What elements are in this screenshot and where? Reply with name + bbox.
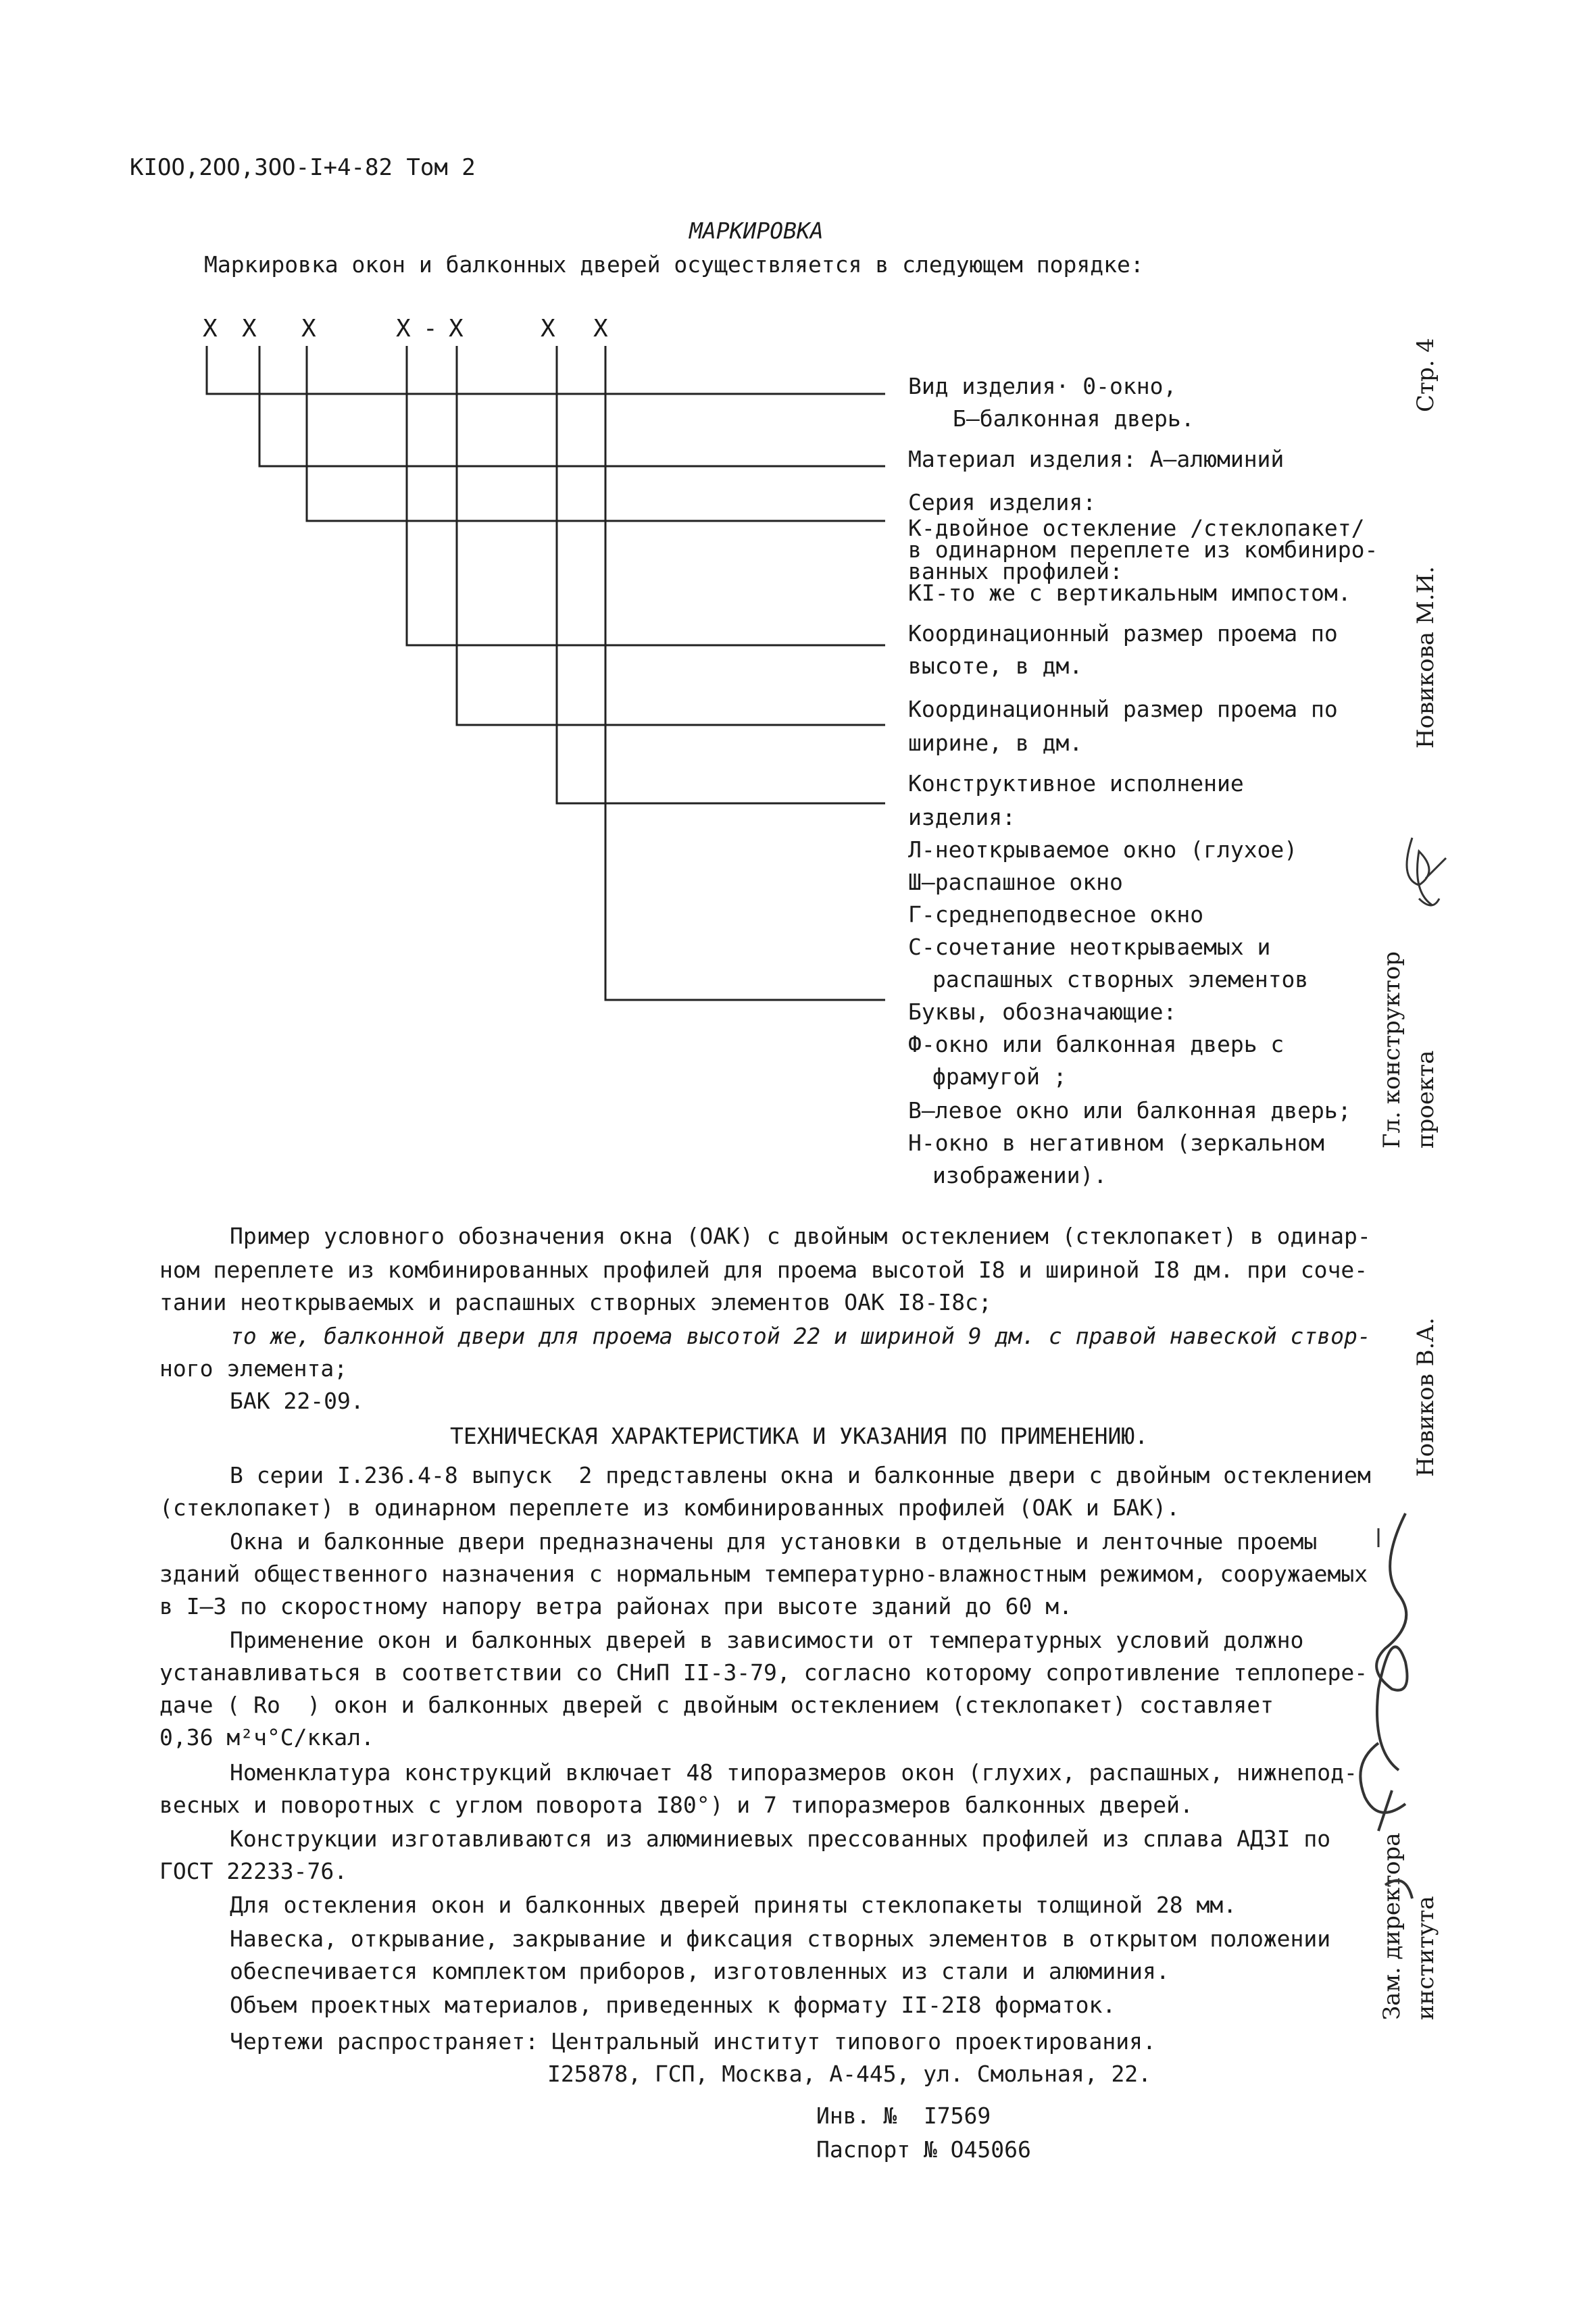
tech-line: Для остекления окон и балконных дверей приняты стеклопакеты толщиной 28 мм. — [230, 1892, 1237, 1918]
tech-line: Конструкции изготавливаются из алюминиевых прессованных профилей из сплава АДЗI по — [230, 1826, 1331, 1852]
marking-line: С-сочетание неоткрываемых и — [908, 934, 1271, 960]
marking-line: Серия изделия: — [908, 489, 1097, 515]
example-line: то же, балконной двери для проема высотой 22 и шириной 9 дм. с правой навеской створ- — [230, 1323, 1371, 1349]
code-dash: - — [423, 315, 438, 343]
role-label: Зам. директора — [1378, 1832, 1405, 2020]
marking-line: фрамугой ; — [932, 1063, 1067, 1090]
marking-line: Координационный размер проема по — [908, 620, 1338, 647]
code-char: Х — [541, 315, 555, 343]
marking-line: Материал изделия: А–алюминий — [908, 446, 1285, 472]
role-label: института — [1412, 1896, 1439, 2020]
document-code: КIОО,2ОО,3ОО-I+4-82 Том 2 — [130, 154, 476, 181]
author-name: Новикова М.И. — [1412, 566, 1439, 749]
example-line: ном переплете из комбинированных профилей для проема высотой I8 и шириной I8 дм. при сочe- — [159, 1257, 1368, 1283]
tech-line: Объем проектных материалов, приведенных к формату II-2I8 форматок. — [230, 1992, 1116, 2018]
marking-line: в одинарном переплете из комбиниро- — [908, 536, 1378, 563]
marking-line: Конструктивное исполнение — [908, 770, 1244, 797]
example-line: ного элемента; — [159, 1355, 348, 1382]
marking-line: Н-окно в негативном (зеркальном — [908, 1130, 1324, 1156]
marking-line: Л-неоткрываемое окно (глухое) — [908, 836, 1298, 863]
marking-line: Б–балконная дверь. — [953, 405, 1195, 432]
marking-line: Г-среднеподвесное окно — [908, 901, 1204, 928]
inventory-number: Инв. № I7569 — [816, 2103, 991, 2129]
tech-line: устанавливаться в соответствии со СНиП II-3-79, согласно которому сопротивление теплопере- — [159, 1659, 1368, 1686]
tech-line: обеспечивается комплектом приборов, изготовленных из стали и алюминия. — [230, 1958, 1170, 1984]
tech-line: Окна и балконные двери предназначены для установки в отдельные и ленточные проемы — [230, 1528, 1318, 1555]
marking-line: ширине, в дм. — [908, 730, 1083, 756]
signature — [1407, 838, 1446, 905]
author-name: Новиков В.А. — [1412, 1317, 1439, 1477]
role-label: проекта — [1412, 1050, 1439, 1149]
marking-line: Ш–распашное окно — [908, 869, 1123, 895]
marking-line: Координационный размер проема по — [908, 696, 1338, 722]
role-label: Гл. конструктор — [1378, 951, 1405, 1149]
marking-line: Буквы, обозначающие: — [908, 999, 1177, 1025]
marking-line: КI-то же с вертикальным импостом. — [908, 580, 1351, 606]
code-char: Х — [301, 315, 316, 343]
marking-line: В–левое окно или балконная дверь; — [908, 1097, 1351, 1124]
tech-line: ГОСТ 22233-76. — [159, 1858, 348, 1884]
tech-line: Номенклатура конструкций включает 48 типоразмеров окон (глухих, распашных, нижнепод- — [230, 1759, 1357, 1786]
tech-title: ТЕХНИЧЕСКАЯ ХАРАКТЕРИСТИКА И УКАЗАНИЯ ПО ПРИМЕНЕНИЮ. — [450, 1423, 1149, 1449]
marking-line: распашных створных элементов — [932, 966, 1309, 992]
tech-line: в I–3 по скоростному напору ветра районах при высоте зданий до 60 м. — [159, 1593, 1073, 1619]
tech-line: даче ( Rо ) окон и балконных дверей с двойным остеклением (стеклопакет) составляет — [159, 1692, 1274, 1718]
marking-line: Ф-окно или балконная дверь с — [908, 1031, 1285, 1057]
tech-line: (стеклопакет) в одинарном переплете из комбинированных профилей (ОАК и БАК). — [159, 1494, 1180, 1521]
signature — [1360, 1513, 1412, 1898]
tech-line: Навеска, открывание, закрывание и фиксация створных элементов в открытом положении — [230, 1926, 1331, 1952]
example-line: Пример условного обозначения окна (ОАК) с двойным остеклением (стеклопакет) в одинар- — [230, 1223, 1371, 1249]
code-char: Х — [396, 315, 411, 343]
example-line: БАК 22-09. — [230, 1388, 364, 1414]
distributor-line: Чертежи распространяет: Центральный институт типового проектирования. — [230, 2028, 1156, 2055]
tech-line: Применение окон и балконных дверей в зависимости от температурных условий должно — [230, 1627, 1304, 1653]
marking-line: Вид изделия· 0-окно, — [908, 373, 1177, 399]
marking-title: МАРКИРОВКА — [689, 218, 824, 244]
marking-intro: Маркировка окон и балконных дверей осуществляется в следующем порядке: — [204, 251, 1144, 278]
tech-line: 0,36 м²ч°С/ккал. — [159, 1724, 374, 1751]
code-char: Х — [449, 315, 464, 343]
marking-line: К-двойное остекление /стеклопакет/ — [908, 515, 1365, 541]
code-char: Х — [593, 315, 608, 343]
example-line: тании неоткрываемых и распашных створных элементов ОАК I8-I8с; — [159, 1289, 992, 1315]
marking-line: высоте, в дм. — [908, 653, 1083, 679]
tech-line: весных и поворотных с углом поворота I80°) и 7 типоразмеров балконных дверей. — [159, 1792, 1193, 1818]
tech-line: зданий общественного назначения с нормальным температурно-влажностным режимом, сооружаемых — [159, 1561, 1368, 1587]
code-char: Х — [242, 315, 257, 343]
address-line: I25878, ГСП, Москва, А-445, ул. Смольная, 22. — [547, 2061, 1152, 2087]
page-number: Стр. 4 — [1412, 338, 1439, 412]
marking-line: ванных профилей: — [908, 558, 1123, 584]
passport-number: Паспорт № О45066 — [816, 2136, 1031, 2163]
marking-line: изображении). — [932, 1162, 1107, 1188]
tech-line: В серии I.236.4-8 выпуск 2 представлены окна и балконные двери с двойным остеклением — [230, 1462, 1371, 1488]
marking-line: изделия: — [908, 804, 1016, 830]
code-char: Х — [203, 315, 218, 343]
